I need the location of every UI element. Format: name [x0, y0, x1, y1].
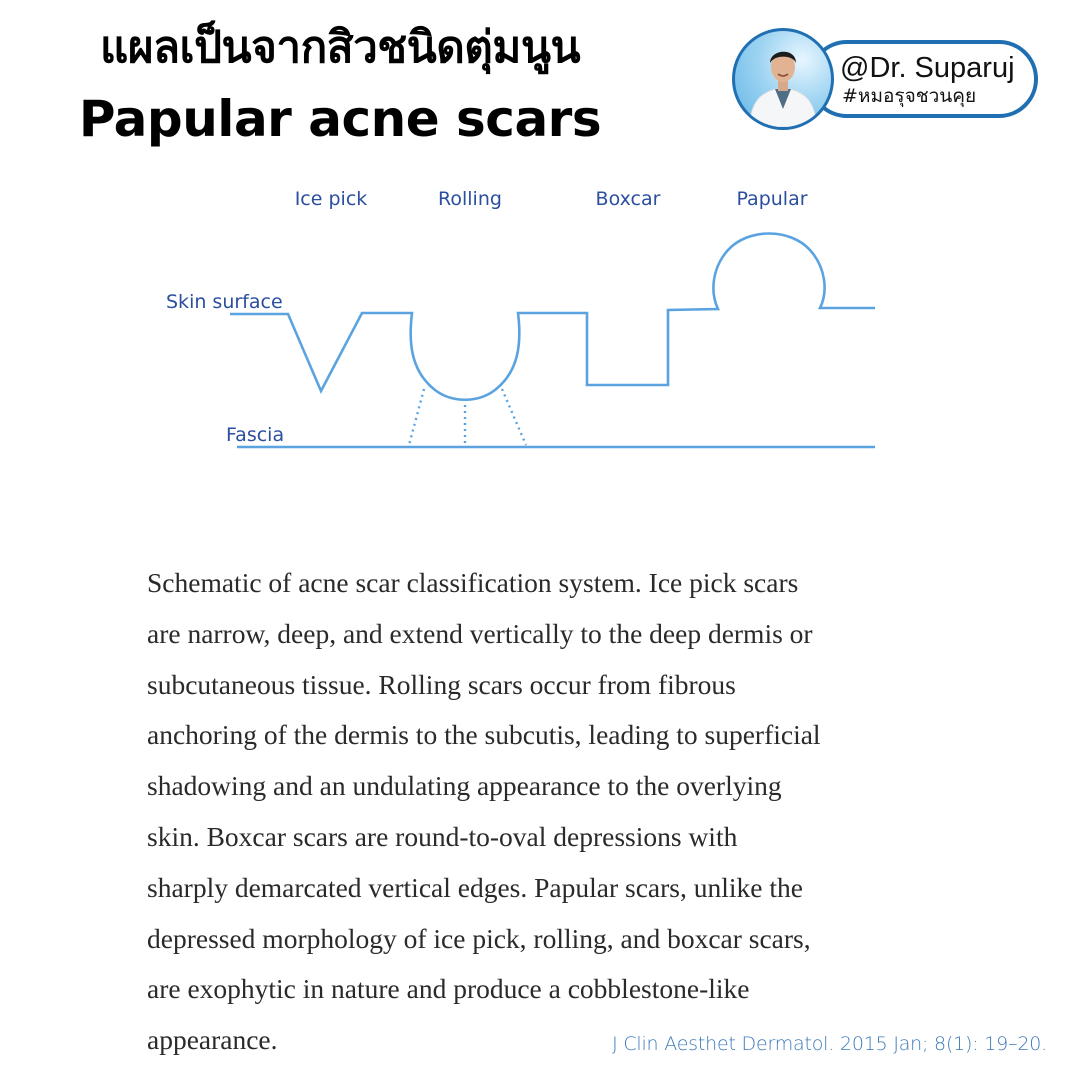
- scar-classification-diagram: [0, 0, 1080, 520]
- label-boxcar: Boxcar: [595, 188, 661, 210]
- caption-line: Schematic of acne scar classification system. Ice pick scars: [147, 567, 799, 598]
- skin-surface-line: [230, 234, 875, 400]
- label-rolling: Rolling: [438, 188, 502, 210]
- caption-line: depressed morphology of ice pick, rolling, and boxcar scars,: [147, 922, 811, 954]
- fibrous-band-left: [409, 389, 424, 445]
- title-english: Papular acne scars: [78, 90, 602, 148]
- badge-handle: @Dr. Suparuj: [840, 52, 1015, 84]
- caption-line: sharply demarcated vertical edges. Papular scars, unlike the: [147, 871, 803, 903]
- caption-line: subcutaneous tissue. Rolling scars occur from fibrous: [147, 668, 736, 700]
- label-fascia: Fascia: [226, 424, 285, 446]
- label-skin-surface: Skin surface: [166, 291, 283, 313]
- caption-line: anchoring of the dermis to the subcutis, leading to superficial: [147, 719, 821, 751]
- label-papular: Papular: [736, 188, 808, 210]
- badge-hashtag: #หมอรุจชวนคุย: [842, 85, 977, 107]
- label-ice-pick: Ice pick: [294, 188, 368, 210]
- fibrous-band-right: [502, 389, 526, 445]
- caption-line: are exophytic in nature and produce a cobblestone-like: [147, 973, 750, 1005]
- caption-line: appearance.: [147, 1024, 278, 1056]
- citation: J Clin Aesthet Dermatol. 2015 Jan; 8(1): 19–20.: [612, 1033, 1047, 1055]
- caption-line: skin. Boxcar scars are round-to-oval depressions with: [147, 820, 738, 852]
- figure-caption: [147, 558, 927, 1066]
- caption-line: shadowing and an undulating appearance to the overlying: [147, 770, 782, 802]
- title-thai: แผลเป็นจากสิวชนิดตุ่มนูน: [99, 22, 581, 73]
- caption-line: are narrow, deep, and extend vertically to the deep dermis or: [147, 617, 813, 649]
